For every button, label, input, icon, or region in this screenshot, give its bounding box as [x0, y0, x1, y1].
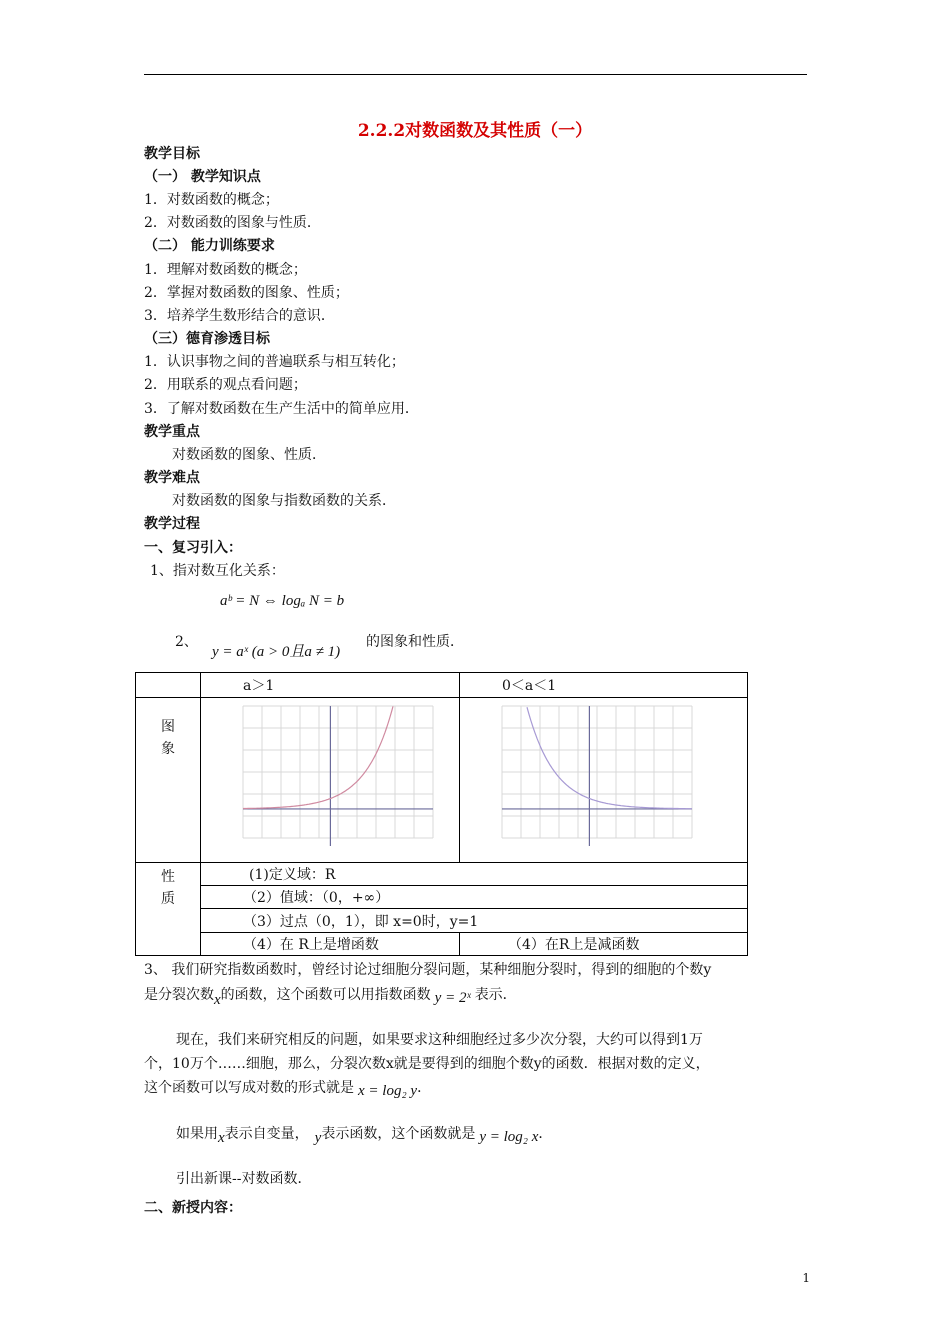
k3-item: 1．认识事物之间的普遍联系与相互转化；	[144, 354, 405, 370]
use-text: 如果用	[176, 1126, 218, 1142]
formula-exp-function: y = aˣ (a > 0且a ≠ 1)	[212, 644, 341, 660]
para3-var-x: x	[214, 992, 221, 1008]
k3-item: 3．了解对数函数在生产生活中的简单应用．	[144, 401, 419, 417]
k1-item: 1．对数函数的概念；	[144, 192, 279, 208]
page-number: 1	[802, 1271, 810, 1285]
formula-exp-log: aᵇ = N ⇔ logₐ N = b	[220, 593, 345, 609]
para3-line2	[144, 984, 517, 1008]
exp-function-table	[135, 672, 748, 956]
now-text: 这个函数可以写成对数的形式就是	[144, 1080, 354, 1096]
page-title: 2.2.2对数函数及其性质（一）	[357, 121, 593, 141]
property-range: （2）值域：（0，+∞）	[201, 886, 748, 909]
use-formula: y = log₂ x	[479, 1129, 539, 1145]
para3-formula: y = 2ˣ	[434, 990, 471, 1006]
key-text: 对数函数的图象、性质．	[172, 447, 326, 463]
k3-heading: （三）德育渗透目标	[144, 331, 270, 347]
difficulty-heading: 教学难点	[144, 470, 200, 486]
table-corner	[136, 673, 201, 698]
now-line2: 个，10万个……细胞，那么，分裂次数x就是要得到的细胞个数y的函数．根据对数的定义，	[144, 1056, 710, 1072]
k2-heading: （二） 能力训练要求	[144, 238, 275, 254]
now-line1: 现在，我们来研究相反的问题，如果要求这种细胞经过多少次分裂，大约可以得到1万	[176, 1032, 703, 1048]
graph-cell-decreasing	[460, 698, 748, 863]
property-label-char: 质	[161, 891, 175, 907]
k3-item: 2．用联系的观点看问题；	[144, 377, 307, 393]
goals-heading: 教学目标	[144, 146, 200, 162]
col-header-a-gt-1: a＞1	[201, 673, 460, 698]
now-line3	[144, 1077, 431, 1097]
property-domain: (1)定义域：R	[201, 863, 748, 886]
use-text: 表示自变量，	[224, 1126, 309, 1142]
graph-row-label	[136, 698, 201, 863]
process-heading: 教学过程	[144, 516, 200, 532]
now-text: ．	[417, 1080, 432, 1096]
k2-item: 3．培养学生数形结合的意识．	[144, 308, 335, 324]
property-row-label	[136, 863, 201, 956]
k1-item: 2．对数函数的图象与性质．	[144, 215, 321, 231]
lead-text: 引出新课--对数函数．	[176, 1171, 312, 1187]
review-item-2-num: 2、	[175, 634, 198, 650]
decreasing-curve	[527, 707, 692, 809]
header-rule	[144, 74, 807, 75]
property-increasing: （4）在 R上是增函数	[201, 933, 460, 956]
use-text: 表示函数，这个函数就是	[321, 1126, 476, 1142]
use-var-y: y	[314, 1130, 322, 1146]
property-label-char: 性	[161, 869, 175, 885]
k2-item: 2．掌握对数函数的图象、性质；	[144, 285, 349, 301]
graph-label-char: 象	[161, 741, 175, 757]
graph-cell-increasing	[201, 698, 460, 863]
use-text: ．	[538, 1126, 553, 1142]
increasing-curve	[243, 706, 393, 808]
para3-text: 表示．	[474, 987, 517, 1003]
key-heading: 教学重点	[144, 424, 200, 440]
para3-text: 的函数，这个函数可以用指数函数	[220, 987, 431, 1003]
now-formula: x = log₂ y	[358, 1083, 418, 1099]
property-fixed-point: （3）过点（0，1），即 x=0时，y=1	[201, 909, 748, 933]
graph-decreasing	[460, 698, 748, 858]
para3-text: 是分裂次数	[144, 987, 214, 1003]
use-line	[176, 1123, 553, 1146]
k1-heading: （一） 教学知识点	[144, 169, 261, 185]
difficulty-text: 对数函数的图象与指数函数的关系．	[172, 493, 396, 509]
property-decreasing: （4）在R上是减函数	[460, 933, 748, 956]
col-header-a-lt-1: 0＜a＜1	[460, 673, 748, 698]
graph-label-char: 图	[161, 719, 175, 735]
graph-increasing	[201, 698, 460, 858]
para3-line1: 3、 我们研究指数函数时，曾经讨论过细胞分裂问题，某种细胞分裂时，得到的细胞的个数y	[144, 962, 712, 978]
use-var-x: x	[218, 1130, 225, 1146]
new-content-heading: 二、新授内容：	[144, 1200, 242, 1216]
review-heading: 一、复习引入：	[144, 540, 242, 556]
review-item-2-text: 的图象和性质．	[366, 634, 464, 650]
review-item-1: 1、指对数互化关系：	[150, 563, 285, 579]
k2-item: 1．理解对数函数的概念；	[144, 262, 307, 278]
